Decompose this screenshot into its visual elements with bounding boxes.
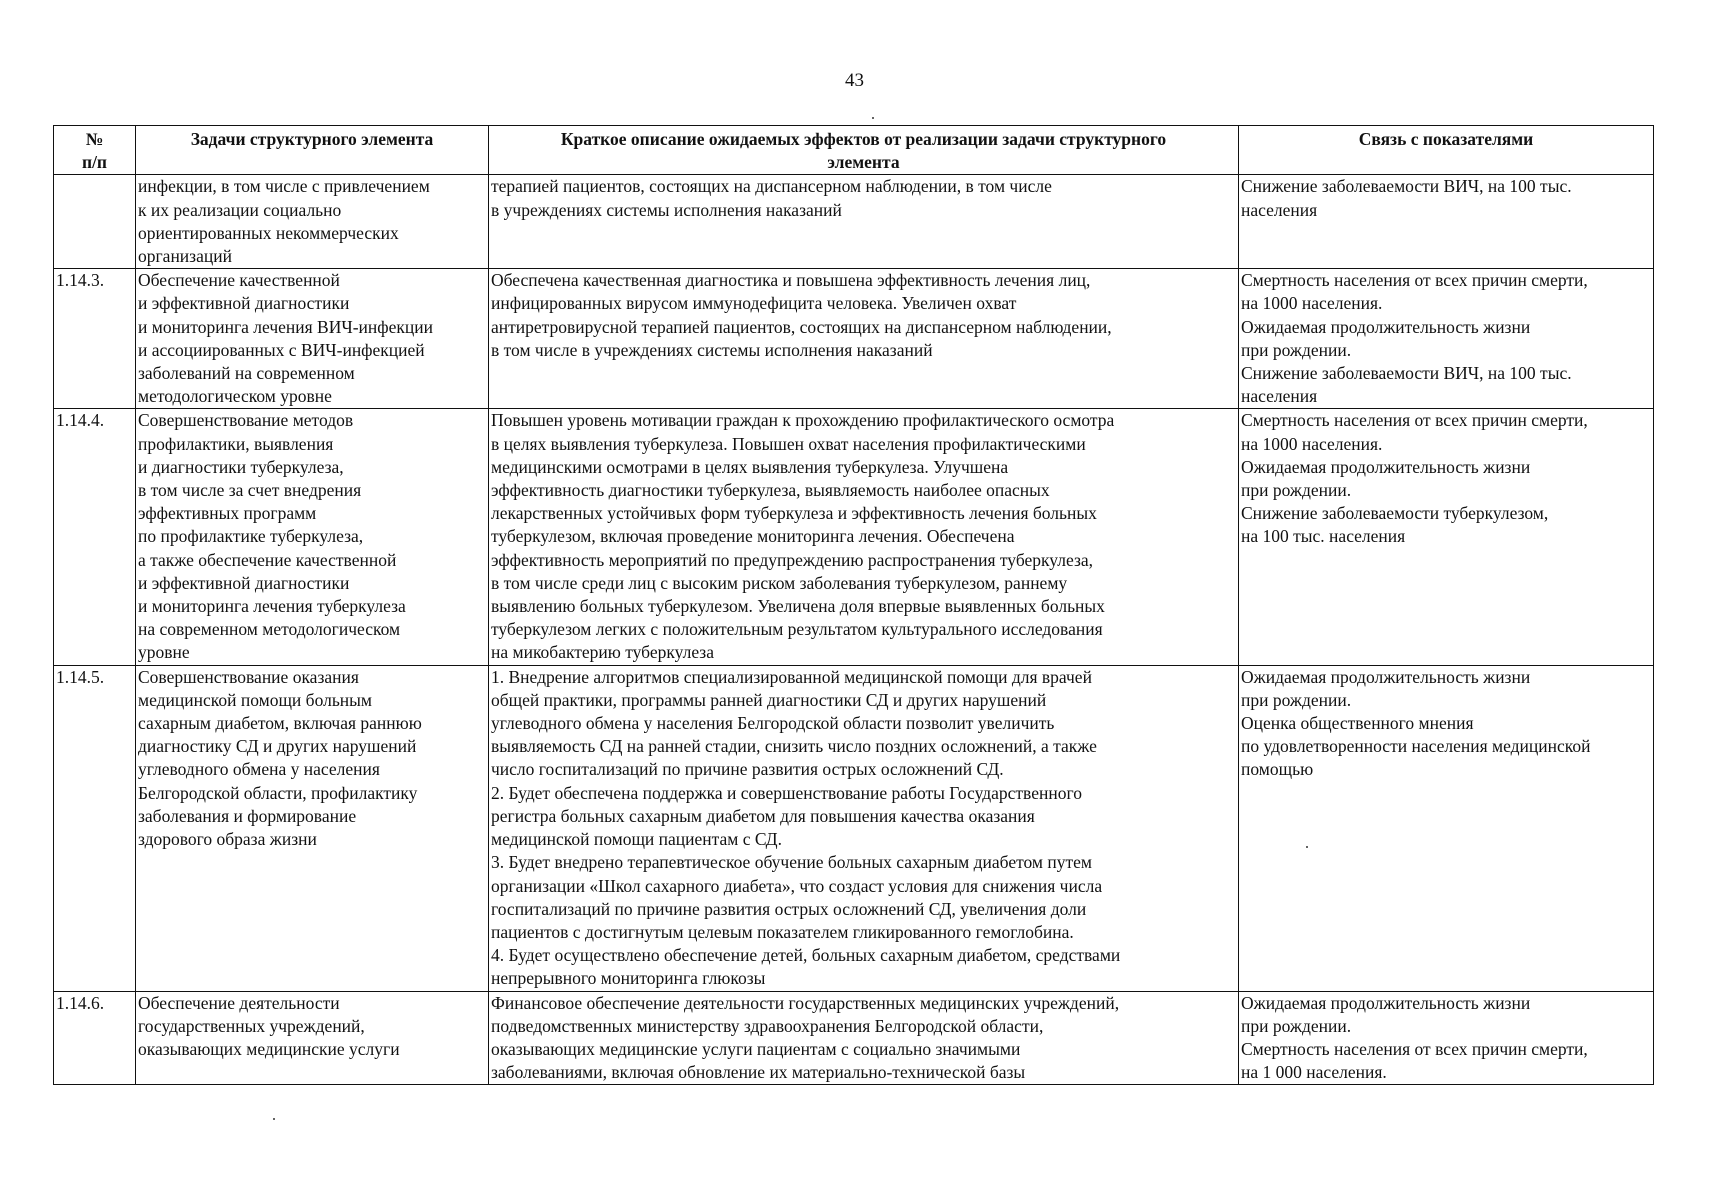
- cell-text-line: в том числе в учреждениях системы исполнения наказаний: [491, 339, 933, 360]
- cell-text-line: углеводного обмена у населения Белгородской области позволит увеличить: [491, 713, 1055, 734]
- cell-text-line: при рождении.: [1241, 339, 1352, 360]
- cell-text-line: Ожидаемая продолжительность жизни: [1241, 456, 1531, 477]
- task-cell: [136, 991, 489, 1085]
- cell-text-line: при рождении.: [1241, 689, 1352, 710]
- cell-text-line: 2. Будет обеспечена поддержка и совершенствование работы Государственного: [491, 782, 1082, 803]
- cell-text-line: сахарным диабетом, включая раннюю: [138, 713, 422, 734]
- header-text: №: [85, 129, 104, 149]
- effects-cell: [489, 665, 1239, 991]
- effects-cell: [489, 269, 1239, 409]
- cell-text-line: профилактики, выявления: [138, 433, 334, 454]
- cell-text-line: на современном методологическом: [138, 619, 401, 640]
- cell-text-line: Снижение заболеваемости ВИЧ, на 100 тыс.: [1241, 176, 1572, 197]
- cell-text-line: при рождении.: [1241, 1015, 1352, 1036]
- cell-text-line: населения: [1241, 386, 1318, 407]
- cell-text-line: на 100 тыс. населения: [1241, 526, 1406, 547]
- cell-text-line: пациентов с достигнутым целевым показателем гликированного гемоглобина.: [491, 921, 1074, 942]
- cell-text-line: инфицированных вирусом иммунодефицита человека. Увеличен охват: [491, 293, 1017, 314]
- task-cell: [136, 409, 489, 665]
- cell-text-line: общей практики, программы ранней диагностики СД и других нарушений: [491, 689, 1047, 710]
- cell-text-line: помощью: [1241, 759, 1314, 780]
- row-number-cell: [54, 175, 136, 269]
- tasks-table: [53, 125, 1654, 1085]
- header-cell-indicators: [1239, 126, 1654, 175]
- cell-text-line: Ожидаемая продолжительность жизни: [1241, 666, 1531, 687]
- cell-text-line: оказывающих медицинские услуги: [138, 1038, 400, 1059]
- task-cell: [136, 175, 489, 269]
- cell-text-line: выявлению больных туберкулезом. Увеличена доля впервые выявленных больных: [491, 596, 1105, 617]
- table-row: [54, 665, 1654, 991]
- cell-text-line: здорового образа жизни: [138, 829, 317, 850]
- cell-text-line: регистра больных сахарным диабетом для повышения качества оказания: [491, 805, 1035, 826]
- table-body: [54, 175, 1654, 1085]
- cell-text-line: в том числе за счет внедрения: [138, 480, 362, 501]
- table-header-row: [54, 126, 1654, 175]
- cell-text-line: оказывающих медицинские услуги пациентам с социально значимыми: [491, 1038, 1021, 1059]
- cell-text-line: терапией пациентов, состоящих на диспансерном наблюдении, в том числе: [491, 176, 1052, 197]
- cell-text-line: Смертность населения от всех причин смерти,: [1241, 270, 1588, 291]
- cell-text-line: населения: [1241, 199, 1318, 220]
- table-row: [54, 175, 1654, 269]
- row-number-cell: [54, 409, 136, 665]
- cell-text-line: организаций: [138, 246, 232, 267]
- header-text: Краткое описание ожидаемых эффектов от реализации задачи структурного: [560, 129, 1167, 149]
- cell-text-line: на микобактерию туберкулеза: [491, 642, 714, 663]
- cell-text-line: в учреждениях системы исполнения наказаний: [491, 199, 842, 220]
- cell-text-line: 1. Внедрение алгоритмов специализированной медицинской помощи для врачей: [491, 666, 1092, 687]
- cell-text-line: эффективность мероприятий по предупреждению распространения туберкулеза,: [491, 549, 1094, 570]
- cell-text-line: Обеспечение деятельности: [138, 992, 340, 1013]
- indicators-cell: [1239, 409, 1654, 665]
- cell-text-line: Смертность населения от всех причин смерти,: [1241, 1038, 1588, 1059]
- header-text: Связь с показателями: [1358, 129, 1534, 149]
- cell-text-line: число госпитализаций по причине развития острых осложнений СД.: [491, 759, 1004, 780]
- effects-cell: [489, 991, 1239, 1085]
- cell-text-line: непрерывного мониторинга глюкозы: [491, 968, 766, 989]
- cell-text-line: эффективность диагностики туберкулеза, выявляемость наиболее опасных: [491, 480, 1050, 501]
- row-number-cell: [54, 991, 136, 1085]
- cell-text-line: Ожидаемая продолжительность жизни: [1241, 992, 1531, 1013]
- header-text: п/п: [81, 152, 108, 173]
- cell-text-line: и эффективной диагностики: [138, 572, 350, 593]
- cell-text-line: медицинской помощи больным: [138, 689, 373, 710]
- header-cell-task: [136, 126, 489, 175]
- cell-text-line: Совершенствование методов: [138, 410, 354, 431]
- cell-text-line: эффективных программ: [138, 503, 317, 524]
- cell-text-line: лекарственных устойчивых форм туберкулеза и эффективность лечения больных: [491, 503, 1097, 524]
- indicators-cell: [1239, 269, 1654, 409]
- cell-text-line: и диагностики туберкулеза,: [138, 456, 344, 477]
- table-row: [54, 409, 1654, 665]
- page-number: 43: [845, 70, 864, 91]
- cell-text-line: по профилактике туберкулеза,: [138, 526, 364, 547]
- cell-text-line: выявляемость СД на ранней стадии, снизить число поздних осложнений, а также: [491, 736, 1097, 757]
- cell-text-line: и эффективной диагностики: [138, 293, 350, 314]
- cell-text-line: госпитализаций по причине развития острых осложнений СД, увеличения доли: [491, 898, 1087, 919]
- task-cell: [136, 269, 489, 409]
- cell-text-line: в целях выявления туберкулеза. Повышен охват населения профилактическими: [491, 433, 1086, 454]
- cell-text-line: 4. Будет осуществлено обеспечение детей, больных сахарным диабетом, средствами: [491, 945, 1121, 966]
- indicators-cell: [1239, 665, 1654, 991]
- effects-cell: [489, 409, 1239, 665]
- cell-text-line: к их реализации социально: [138, 199, 342, 220]
- cell-text-line: организации «Школ сахарного диабета», что создаст условия для снижения числа: [491, 875, 1103, 896]
- cell-text-line: Белгородской области, профилактику: [138, 782, 418, 803]
- cell-text-line: туберкулезом легких с положительным результатом культурального исследования: [491, 619, 1103, 640]
- row-number-text: 1.14.5.: [56, 666, 105, 687]
- cell-text-line: и ассоциированных с ВИЧ-инфекцией: [138, 339, 425, 360]
- cell-text-line: государственных учреждений,: [138, 1015, 365, 1036]
- indicators-cell: [1239, 991, 1654, 1085]
- cell-text-line: туберкулезом, включая проведение мониторинга лечения. Обеспечена: [491, 526, 1015, 547]
- cell-text-line: Совершенствование оказания: [138, 666, 359, 687]
- cell-text-line: углеводного обмена у населения: [138, 759, 380, 780]
- row-number-cell: [54, 665, 136, 991]
- cell-text-line: при рождении.: [1241, 480, 1352, 501]
- cell-text-line: медицинскими осмотрами в целях выявления туберкулеза. Улучшена: [491, 456, 1009, 477]
- header-text: Задачи структурного элемента: [190, 129, 434, 149]
- row-number-text: 1.14.4.: [56, 410, 105, 431]
- cell-text-line: диагностику СД и других нарушений: [138, 736, 417, 757]
- table-row: [54, 269, 1654, 409]
- indicators-cell: [1239, 175, 1654, 269]
- cell-text-line: заболевания и формирование: [138, 805, 357, 826]
- cell-text-line: и мониторинга лечения туберкулеза: [138, 596, 406, 617]
- header-cell-number: [54, 126, 136, 175]
- cell-text-line: на 1000 населения.: [1241, 293, 1383, 314]
- scan-dot: [273, 1118, 275, 1120]
- cell-text-line: Обеспечение качественной: [138, 270, 340, 291]
- cell-text-line: инфекции, в том числе с привлечением: [138, 176, 430, 197]
- cell-text-line: Обеспечена качественная диагностика и повышена эффективность лечения лиц,: [491, 270, 1091, 291]
- table-row: [54, 991, 1654, 1085]
- cell-text-line: антиретровирусной терапией пациентов, состоящих на диспансерном наблюдении,: [491, 316, 1112, 337]
- row-number-text: 1.14.3.: [56, 270, 105, 291]
- cell-text-line: методологическом уровне: [138, 386, 332, 407]
- cell-text-line: в том числе среди лиц с высоким риском заболевания туберкулезом, раннему: [491, 572, 1068, 593]
- cell-text-line: заболеваний на современном: [138, 363, 355, 384]
- header-text: элемента: [827, 152, 900, 173]
- cell-text-line: и мониторинга лечения ВИЧ-инфекции: [138, 316, 433, 337]
- cell-text-line: на 1 000 населения.: [1241, 1062, 1387, 1083]
- cell-text-line: Снижение заболеваемости туберкулезом,: [1241, 503, 1549, 524]
- cell-text-line: Ожидаемая продолжительность жизни: [1241, 316, 1531, 337]
- cell-text-line: 3. Будет внедрено терапевтическое обучение больных сахарным диабетом путем: [491, 852, 1092, 873]
- cell-text-line: медицинской помощи пациентам с СД.: [491, 829, 782, 850]
- cell-text-line: Финансовое обеспечение деятельности государственных медицинских учреждений,: [491, 992, 1120, 1013]
- cell-text-line: на 1000 населения.: [1241, 433, 1383, 454]
- effects-cell: [489, 175, 1239, 269]
- cell-text-line: Оценка общественного мнения: [1241, 713, 1474, 734]
- cell-text-line: а также обеспечение качественной: [138, 549, 397, 570]
- cell-text-line: по удовлетворенности населения медицинской: [1241, 736, 1591, 757]
- cell-text-line: Повышен уровень мотивации граждан к прохождению профилактического осмотра: [491, 410, 1115, 431]
- cell-text-line: Смертность населения от всех причин смерти,: [1241, 410, 1588, 431]
- cell-text-line: уровне: [138, 642, 190, 663]
- cell-text-line: ориентированных некоммерческих: [138, 222, 399, 243]
- cell-text-line: подведомственных министерству здравоохранения Белгородской области,: [491, 1015, 1044, 1036]
- row-number-cell: [54, 269, 136, 409]
- scan-dot: [872, 117, 874, 119]
- row-number-text: 1.14.6.: [56, 992, 105, 1013]
- task-cell: [136, 665, 489, 991]
- header-cell-effects: [489, 126, 1239, 175]
- cell-text-line: заболеваниями, включая обновление их материально-технической базы: [491, 1062, 1026, 1083]
- cell-text-line: Снижение заболеваемости ВИЧ, на 100 тыс.: [1241, 363, 1572, 384]
